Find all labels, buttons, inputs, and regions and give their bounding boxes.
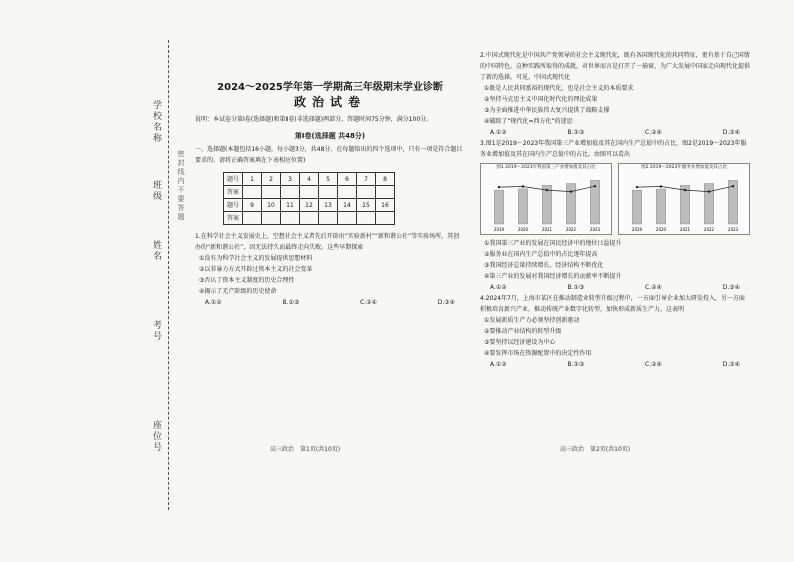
table-header: 答案 [224, 212, 243, 225]
chart-bar [632, 190, 642, 224]
question-2-statement: ③为全面推进中华民族伟大复兴提供了战略支撑 [484, 107, 610, 114]
question-2-statement: ②坚持马克思主义中国化时代化的理论成果 [484, 96, 598, 103]
answer-cell[interactable] [338, 186, 357, 199]
choice-b[interactable]: B.①③ [282, 299, 300, 306]
question-3-statement: ④第三产业的发展对我国经济增长的贡献率不断提升 [484, 273, 622, 280]
left-footer: 高三政治 第1页(共10页) [270, 446, 341, 453]
chart-tick-label: 2019 [493, 227, 505, 232]
question-1-statement: ④揭示了无产阶级的历史使命 [199, 288, 277, 295]
answer-cell[interactable] [300, 186, 319, 199]
question-3-stem: 3.图1是2019～2023年我国第三产业增加值及其在国内生产总值中的占比，图2是2019～2023年服务业增加值及其在国内生产总值中的占比。由图可以看出 [480, 140, 747, 158]
question-4-statement: ③要坚持以经济建设为中心 [484, 339, 556, 346]
choice-a[interactable]: A.①② [490, 129, 507, 136]
table-cell: 5 [319, 173, 338, 186]
choice-d[interactable]: D.③④ [722, 129, 740, 136]
chart-point [546, 189, 548, 191]
question-1-statement: ②以非暴力方式开辟过资本主义的社会变革 [199, 266, 313, 273]
choice-a[interactable]: A.①② [490, 284, 507, 291]
answer-cell[interactable] [319, 186, 338, 199]
chart-point [684, 189, 686, 191]
binding-label-examno: 考号 [151, 320, 161, 342]
table-header: 题号 [224, 173, 243, 186]
answer-cell[interactable] [300, 212, 319, 225]
answer-cell[interactable] [338, 212, 357, 225]
chart-point [594, 185, 596, 187]
table-cell: 7 [357, 173, 376, 186]
table-cell: 12 [300, 199, 319, 212]
answer-cell[interactable] [357, 212, 376, 225]
answer-table [223, 172, 395, 225]
choice-c[interactable]: C.②④ [360, 299, 377, 306]
chart-tick-label: 2022 [703, 227, 715, 232]
chart-point [660, 185, 662, 187]
question-4-choices [480, 359, 750, 370]
chart-point [498, 186, 500, 188]
answer-cell[interactable] [319, 212, 338, 225]
question-3-choices [480, 282, 750, 293]
chart-tick-label: 2023 [589, 227, 601, 232]
part1-heading: 第Ⅰ卷(选择题 共48分) [294, 132, 366, 140]
question-4-stem: 4.2024年7月，上海市某区在推动制造业转型升级过程中，一方面引导企业加大研发投入，另一方面积极培育新兴产业，推动传统产业数字化转型，加快形成新质生产力。这表明 [480, 295, 745, 313]
table-cell: 8 [376, 173, 395, 186]
choice-d[interactable]: D.③④ [722, 284, 740, 291]
answer-cell[interactable] [243, 186, 262, 199]
chart-point [708, 190, 710, 192]
answer-cell[interactable] [281, 212, 300, 225]
answer-cell[interactable] [262, 212, 281, 225]
chart-point [636, 186, 638, 188]
chart-tick-label: 2020 [655, 227, 667, 232]
choice-c[interactable]: C.②④ [645, 361, 662, 368]
right-footer: 高三政治 第2页(共10页) [560, 446, 631, 453]
question-2-statement: ④破除了“现代化=西方化”的迷思 [484, 118, 573, 125]
question-1-stem: 1.在科学社会主义发展史上，空想社会主义者先后开辟出“实验新村”“新和谐公社”等实验场所，其创办的“新和谐公社”，因无法持久而最终走向失败。这些早期探索 [195, 233, 460, 251]
table-cell: 1 [243, 173, 262, 186]
choice-a[interactable]: A.①② [490, 361, 507, 368]
exam-title: 2024～2025学年第一学期高三年级期末学业诊断 [217, 82, 443, 93]
question-4-statement: ④要发挥市场在资源配置中的决定性作用 [484, 350, 592, 357]
table-cell: 6 [338, 173, 357, 186]
binding-label-seat: 座位号 [151, 420, 161, 453]
choice-a[interactable]: A.①② [205, 299, 222, 306]
chart-tick-label: 2023 [727, 227, 739, 232]
seal-line [168, 40, 169, 510]
chart-1-svg [483, 172, 611, 232]
table-cell: 16 [376, 199, 395, 212]
chart-tick-label: 2021 [541, 227, 553, 232]
choice-c[interactable]: C.②④ [645, 129, 662, 136]
table-cell: 3 [281, 173, 300, 186]
table-cell: 11 [281, 199, 300, 212]
chart-point [570, 190, 572, 192]
choice-c[interactable]: C.②④ [645, 284, 662, 291]
question-3-statement: ③我国经济总量持续增长，经济结构不断优化 [484, 262, 604, 269]
chart-tick-label: 2019 [631, 227, 643, 232]
binding-strip [0, 0, 185, 562]
table-header: 题号 [224, 199, 243, 212]
answer-cell[interactable] [262, 186, 281, 199]
chart-tick-label: 2020 [517, 227, 529, 232]
answer-cell[interactable] [281, 186, 300, 199]
chart-bar [518, 189, 528, 224]
section-intro: 一、选择题(本题包括16小题，每小题3分，共48分。在每题给出的四个选项中，只有一项是符合题目要求的。请将正确答案填在下表相应位置) [195, 146, 463, 164]
table-cell: 10 [262, 199, 281, 212]
table-cell: 4 [300, 173, 319, 186]
chart-1-title: 图1 2019～2023年我国第三产业增加值及其占比 [496, 165, 596, 170]
table-cell: 9 [243, 199, 262, 212]
question-4-statement: ②要推动产业结构的转型升级 [484, 328, 562, 335]
chart-point [522, 185, 524, 187]
question-1-choices [195, 297, 465, 308]
answer-cell[interactable] [376, 186, 395, 199]
right-column [480, 50, 750, 370]
question-3-statement: ①我国第三产业的发展在国民经济中的地位日益提升 [484, 240, 622, 247]
chart-bar [704, 184, 714, 224]
question-2-choices [480, 127, 750, 138]
choice-b[interactable]: B.①③ [567, 284, 585, 291]
table-cell: 15 [357, 199, 376, 212]
table-cell: 14 [338, 199, 357, 212]
table-cell: 2 [262, 173, 281, 186]
question-2-stem: 2.中国式现代化是中国共产党领导的社会主义现代化，既有各国现代化的共同特征，更有基于自己国情的中国特色。这种实践所取得的成就，对世界而言是打开了一扇窗，为广大发展中国家走向现代化提供了新的选择。可见，中国式现代化 [480, 52, 751, 81]
left-column [195, 80, 465, 308]
table-header: 答案 [224, 186, 243, 199]
binding-label-name: 姓名 [151, 240, 161, 262]
question-4-statement: ①发展新质生产力必须坚持创新驱动 [484, 317, 580, 324]
chart-1 [480, 163, 612, 235]
instructions: 说明：本试卷分第Ⅰ卷(选择题)和第Ⅱ卷(非选择题)两部分，答题时间75分钟，满分100分。 [195, 116, 433, 123]
chart-2-svg [621, 172, 749, 232]
chart-bar [656, 189, 666, 224]
chart-tick-label: 2021 [679, 227, 691, 232]
chart-tick-label: 2022 [565, 227, 577, 232]
binding-label-class: 班级 [151, 180, 161, 202]
chart-bar [494, 190, 504, 224]
table-cell: 13 [319, 199, 338, 212]
answer-cell[interactable] [357, 186, 376, 199]
choice-d[interactable]: D.③④ [722, 361, 740, 368]
seal-line-text: 密封线内不要答题 [177, 150, 185, 222]
question-2-statement: ①既是人民共同富裕的现代化，也是社会主义的本质要求 [484, 85, 634, 92]
choice-d[interactable]: D.③④ [437, 299, 455, 306]
subject-title: 政治试卷 [293, 95, 366, 109]
chart-bar [566, 184, 576, 224]
chart-2-title: 图2 2019～2023年服务业增加值及其占比 [641, 165, 727, 170]
question-1-statement: ①没有为科学社会主义的发展提供思想材料 [199, 255, 313, 262]
question-3-charts [480, 163, 750, 235]
chart-2 [618, 163, 750, 235]
question-1-statement: ③否认了资本主义制度的历史合理性 [199, 277, 295, 284]
chart-point [732, 185, 734, 187]
question-3-statement: ②服务业在国内生产总值中的占比逐年提高 [484, 251, 598, 258]
choice-b[interactable]: B.①③ [567, 129, 585, 136]
binding-label-school: 学校名称 [151, 100, 161, 144]
answer-cell[interactable] [376, 212, 395, 225]
choice-b[interactable]: B.①③ [567, 361, 585, 368]
answer-cell[interactable] [243, 212, 262, 225]
